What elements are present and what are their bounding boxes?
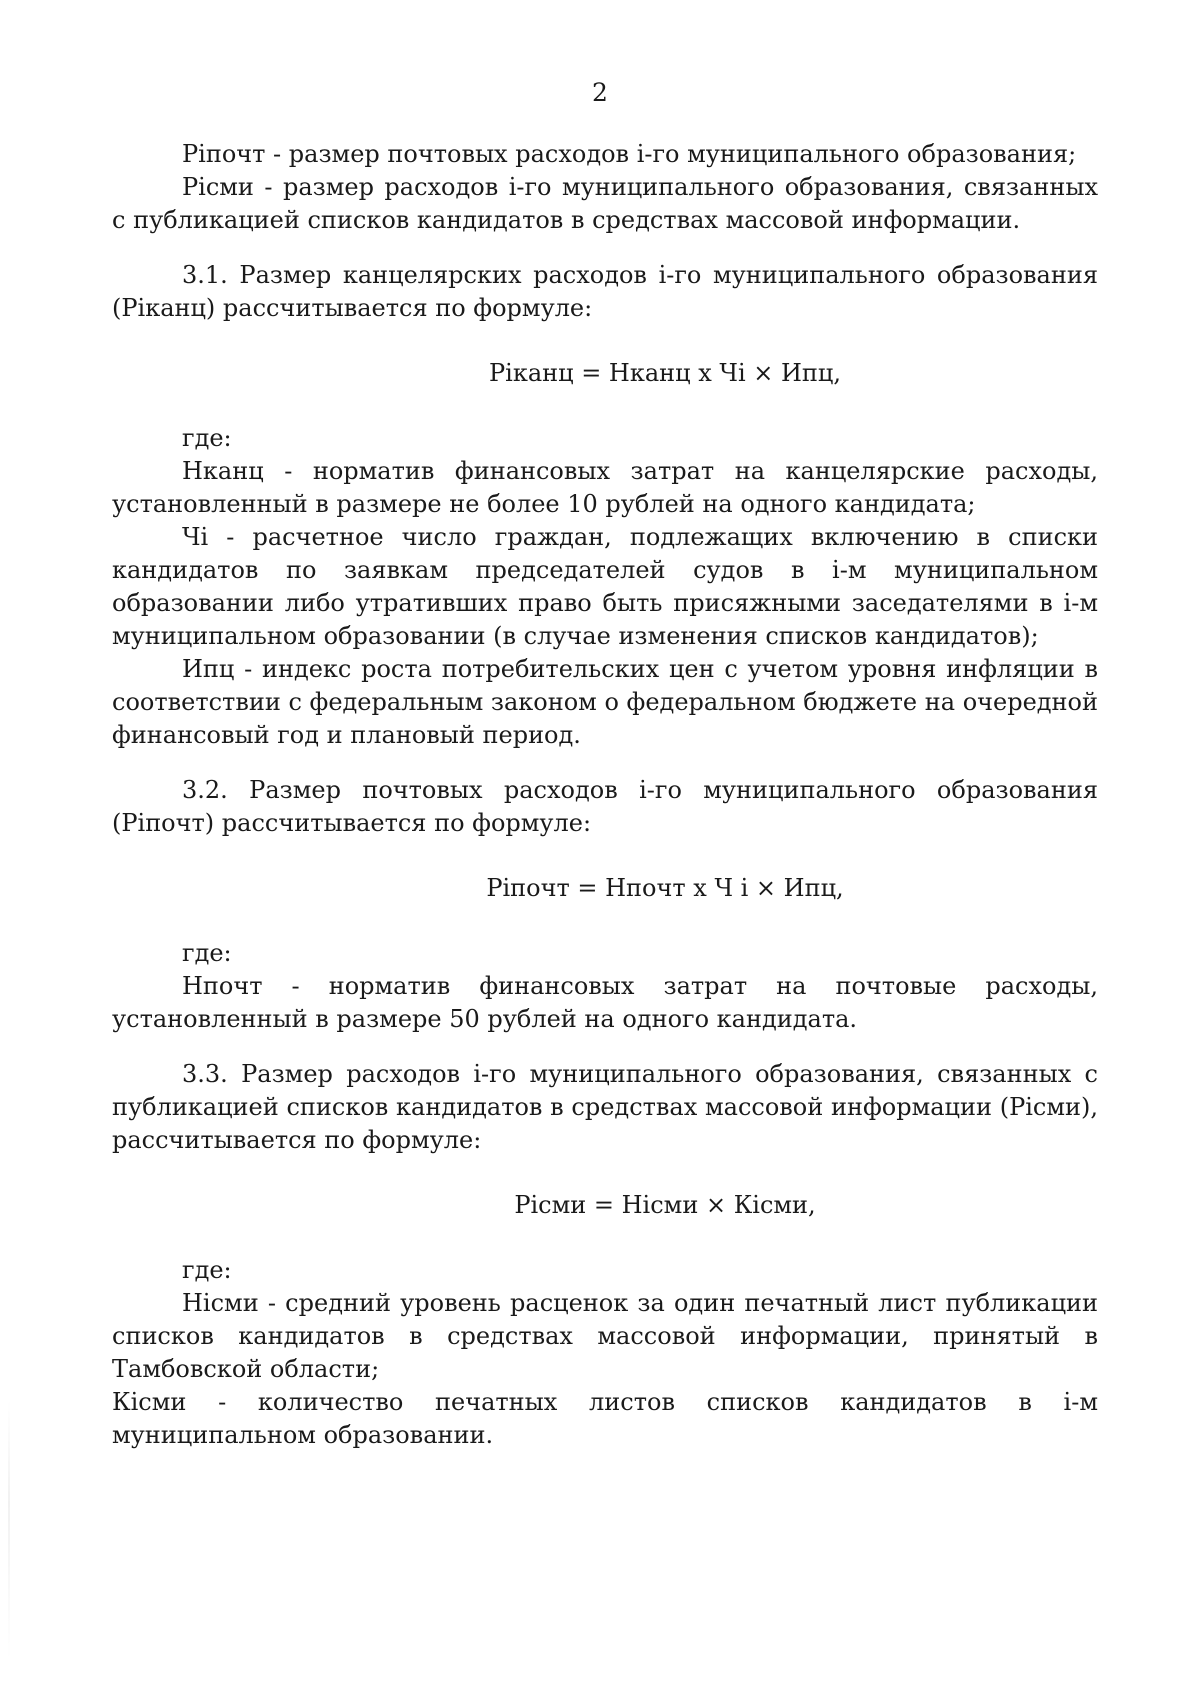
section-3-3-text: 3.3. Размер расходов i-го муниципального образования, связанных с публикацией списков кандидатов в средствах массовой информации (Рiсми), рассчитывается по формуле: [112, 1060, 1098, 1154]
definition-nismi: Нiсми - средний уровень расценок за один печатный лист публикации списков кандидатов в средствах массовой информации, принятый в Тамбовской области; [112, 1289, 1098, 1383]
document-body [112, 138, 1098, 1452]
definition-npocht: Нпочт - норматив финансовых затрат на почтовые расходы, установленный в размере 50 рублей на одного кандидата. [112, 972, 1098, 1033]
definition-nkanc: Нканц - норматив финансовых затрат на канцелярские расходы, установленный в размере не более 10 рублей на одного кандидата; [112, 457, 1098, 518]
formula-smi: Рiсми = Нiсми × Кiсми, [514, 1191, 816, 1219]
definition-pochta: Рiпочт - размер почтовых расходов i-го муниципального образования; [182, 140, 1077, 168]
definition-ipc: Ипц - индекс роста потребительских цен с учетом уровня инфляции в соответствии с федеральным законом о федеральном бюджете на очередной финансовый год и плановый период. [112, 655, 1098, 749]
where-label-3-1: где: [182, 424, 232, 452]
page-number: 2 [592, 78, 608, 107]
where-label-3-2: где: [182, 939, 232, 967]
definition-kismi: Кiсми - количество печатных листов списков кандидатов в i-м муниципальном образовании. [112, 1388, 1098, 1449]
where-label-3-3: где: [182, 1256, 232, 1284]
section-3-1-text: 3.1. Размер канцелярских расходов i-го муниципального образования (Рiканц) рассчитывается по формуле: [112, 261, 1098, 322]
formula-pochta: Рiпочт = Нпочт х Ч i × Ипц, [486, 874, 844, 902]
section-3-2-text: 3.2. Размер почтовых расходов i-го муниципального образования (Рiпочт) рассчитывается по формуле: [112, 776, 1098, 837]
definition-chi: Чi - расчетное число граждан, подлежащих включению в списки кандидатов по заявкам председателей судов в i-м муниципальном образовании либо утративших право быть присяжными заседателями в i-м муниципальном образовании (в случае изменения списков кандидатов); [112, 523, 1098, 650]
formula-kanc: Рiканц = Нканц х Чi × Ипц, [489, 359, 841, 387]
scan-edge-artifact [8, 1400, 10, 1660]
definition-smi: Рiсми - размер расходов i-го муниципального образования, связанных с публикацией списков кандидатов в средствах массовой информации. [112, 173, 1098, 234]
